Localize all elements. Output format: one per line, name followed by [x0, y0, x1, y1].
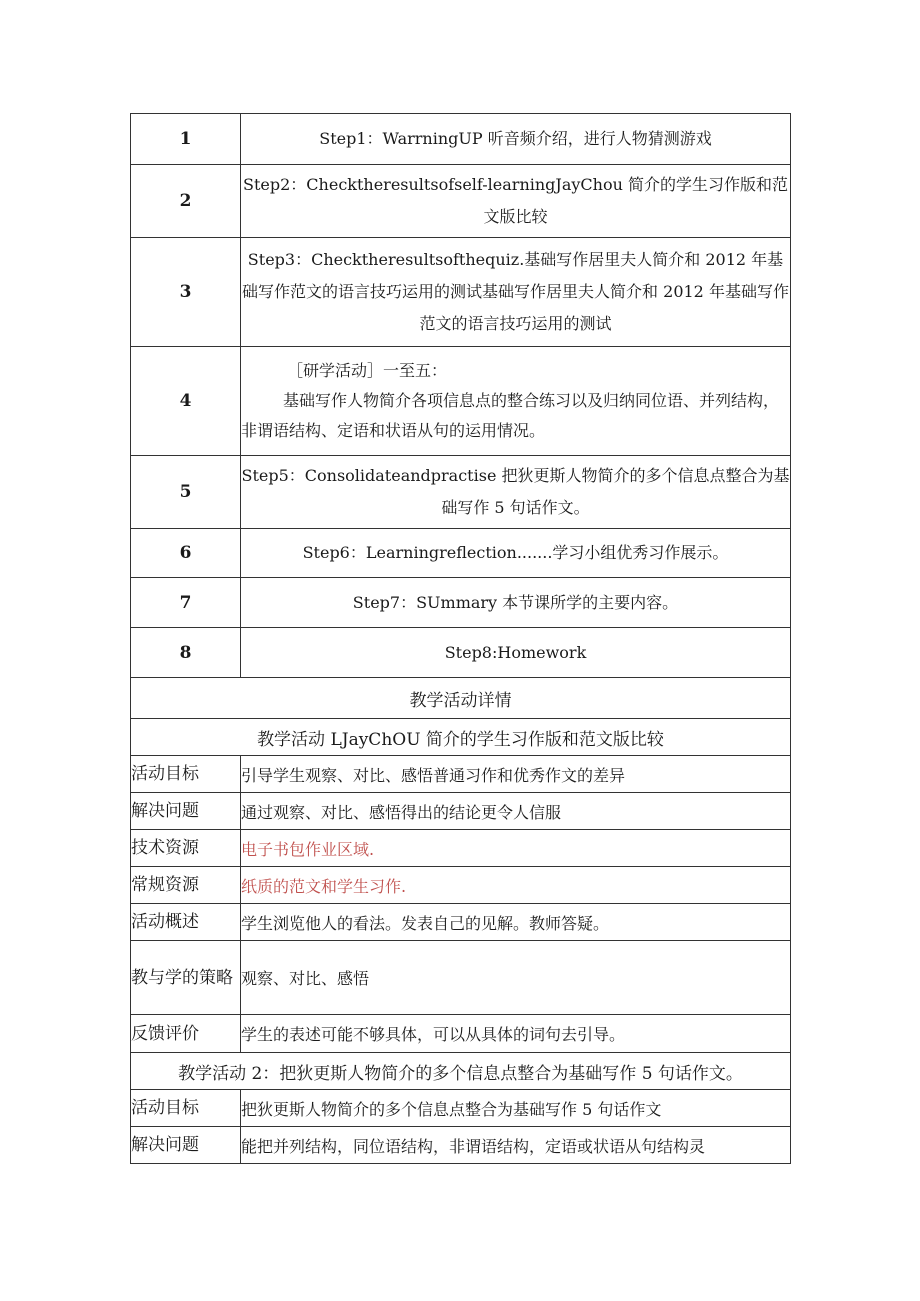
row-label: 解决问题: [131, 793, 241, 830]
step-text: Step6：Learningreflection.......学习小组优秀习作展示。: [241, 529, 791, 578]
step-number: 1: [131, 114, 241, 165]
row-label: 技术资源: [131, 830, 241, 867]
activity1-row-tech: [131, 830, 791, 867]
step-row-2: [131, 165, 791, 238]
details-heading: 教学活动详情: [131, 678, 791, 719]
step-row-1: [131, 114, 791, 165]
step-number: 2: [131, 165, 241, 238]
activity1-title: 教学活动 LJayChOU 简介的学生习作版和范文版比较: [131, 719, 791, 756]
row-value: 引导学生观察、对比、感悟普通习作和优秀作文的差异: [241, 756, 791, 793]
step-text: Step2：Checktheresultsofself-learningJayChou 简介的学生习作版和范文版比较: [241, 165, 791, 238]
activity2-row-goal: [131, 1090, 791, 1127]
step-number: 7: [131, 578, 241, 628]
step-text-line2: 基础写作人物简介各项信息点的整合练习以及归纳同位语、并列结构，非谓语结构、定语和状语从句的运用情况。: [241, 391, 780, 440]
activity1-row-problem: [131, 793, 791, 830]
activity1-title-row: [131, 719, 791, 756]
step-text: Step1：WarrningUP 听音频介绍，进行人物猜测游戏: [241, 114, 791, 165]
row-value: 能把并列结构，同位语结构，非谓语结构，定语或状语从句结构灵: [241, 1127, 791, 1164]
step-number: 5: [131, 456, 241, 529]
row-label: 活动概述: [131, 904, 241, 941]
row-value: 学生的表述可能不够具体，可以从具体的词句去引导。: [241, 1015, 791, 1053]
activity1-row-strategy: [131, 941, 791, 1015]
row-value: 观察、对比、感悟: [241, 941, 791, 1015]
row-label: 活动目标: [131, 756, 241, 793]
step-text: Step5：Consolidateandpractise 把狄更斯人物简介的多个信息点整合为基础写作 5 句话作文。: [241, 456, 791, 529]
step-row-7: [131, 578, 791, 628]
step-row-4: [131, 347, 791, 456]
row-label: 解决问题: [131, 1127, 241, 1164]
step-number: 3: [131, 238, 241, 347]
row-label: 活动目标: [131, 1090, 241, 1127]
row-value: 学生浏览他人的看法。发表自己的见解。教师答疑。: [241, 904, 791, 941]
step-number: 8: [131, 628, 241, 678]
step-text-block: [241, 347, 791, 456]
step-number: 6: [131, 529, 241, 578]
activity1-row-overview: [131, 904, 791, 941]
step-text-line1: ［研学活动］一至五：: [287, 361, 448, 380]
activity2-row-problem: [131, 1127, 791, 1164]
step-row-5: [131, 456, 791, 529]
step-row-3: [131, 238, 791, 347]
details-heading-row: [131, 678, 791, 719]
step-number: 4: [131, 347, 241, 456]
row-label: 反馈评价: [131, 1015, 241, 1053]
row-value: 把狄更斯人物简介的多个信息点整合为基础写作 5 句话作文: [241, 1090, 791, 1127]
activity1-row-goal: [131, 756, 791, 793]
row-value: 通过观察、对比、感悟得出的结论更令人信服: [241, 793, 791, 830]
activity2-title: 教学活动 2：把狄更斯人物简介的多个信息点整合为基础写作 5 句话作文。: [131, 1053, 791, 1090]
step-row-6: [131, 529, 791, 578]
row-value: 纸质的范文和学生习作.: [241, 867, 791, 904]
activity2-title-row: [131, 1053, 791, 1090]
row-label: 常规资源: [131, 867, 241, 904]
activity1-row-feedback: [131, 1015, 791, 1053]
step-text: Step7：SUmmary 本节课所学的主要内容。: [241, 578, 791, 628]
row-value: 电子书包作业区域.: [241, 830, 791, 867]
row-label: 教与学的策略: [131, 941, 241, 1015]
step-text: Step3：Checktheresultsofthequiz.基础写作居里夫人简介和 2012 年基础写作范文的语言技巧运用的测试基础写作居里夫人简介和 2012 年基础写作范文的语言技巧运用的测试: [241, 238, 791, 347]
lesson-plan-table: [130, 113, 791, 1164]
step-text: Step8:Homework: [241, 628, 791, 678]
activity1-row-regular: [131, 867, 791, 904]
step-row-8: [131, 628, 791, 678]
